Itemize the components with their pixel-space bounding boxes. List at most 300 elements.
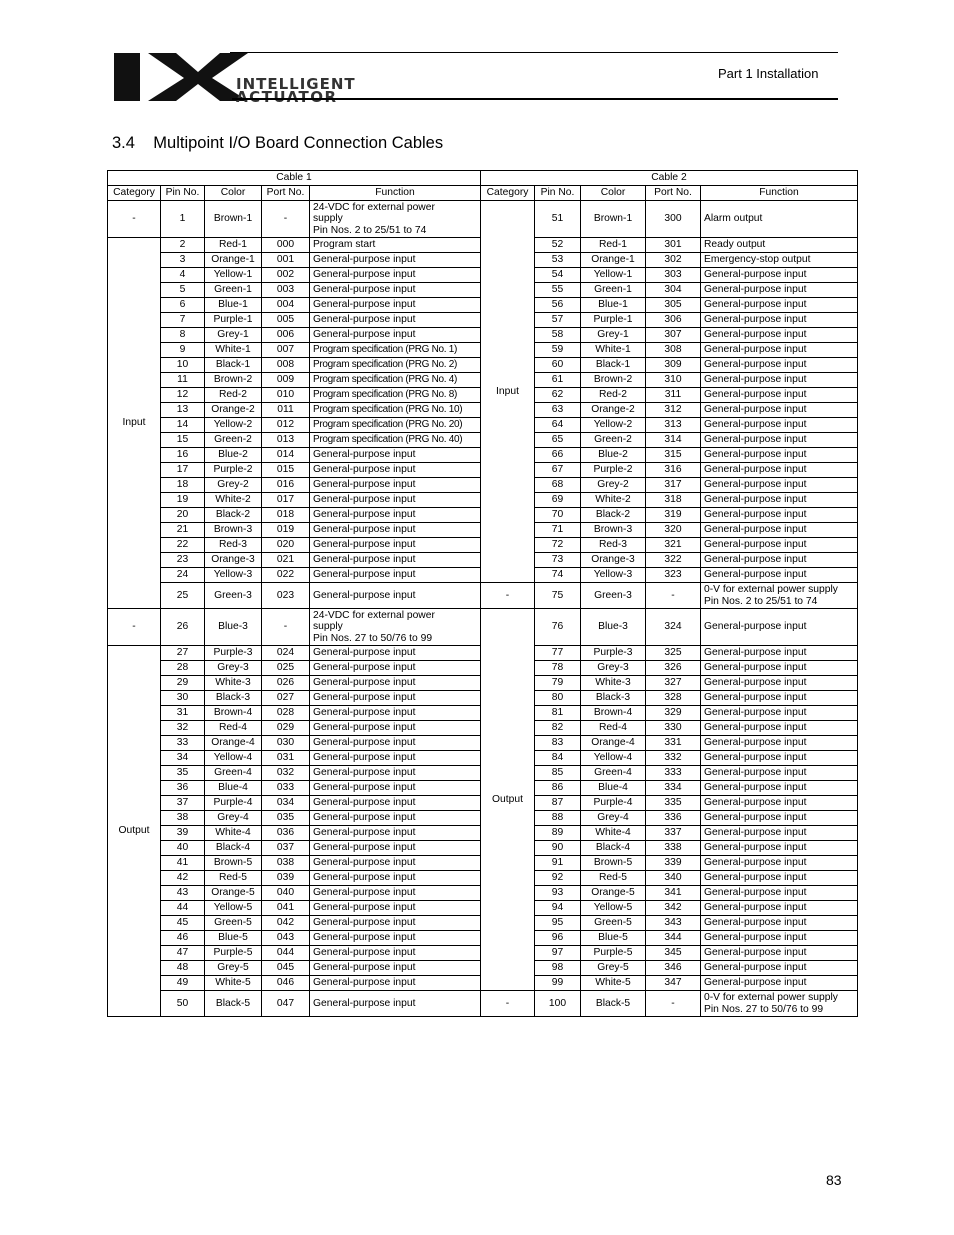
port-cell: 347 (646, 976, 701, 991)
color-cell: Red-3 (581, 538, 646, 553)
pin-cell: 65 (535, 433, 581, 448)
intelligent-actuator-logo (114, 50, 404, 111)
category-cell: - (481, 991, 535, 1017)
column-header-row (108, 186, 858, 201)
color-cell: Brown-2 (581, 373, 646, 388)
color-cell: Grey-1 (205, 328, 262, 343)
column-header: Category (108, 186, 161, 201)
pin-cell: 58 (535, 328, 581, 343)
pin-cell: 66 (535, 448, 581, 463)
port-cell: 343 (646, 916, 701, 931)
section-title: 3.4 Multipoint I/O Board Connection Cables (112, 134, 444, 152)
port-cell: - (646, 583, 701, 609)
port-cell: 302 (646, 253, 701, 268)
color-cell: Green-5 (205, 916, 262, 931)
color-cell: Blue-3 (205, 609, 262, 646)
pin-cell: 6 (161, 298, 205, 313)
pin-cell: 36 (161, 781, 205, 796)
function-cell: General-purpose input (701, 751, 858, 766)
pin-cell: 25 (161, 583, 205, 609)
pin-cell: 52 (535, 238, 581, 253)
table-row (108, 583, 858, 609)
pin-cell: 13 (161, 403, 205, 418)
function-cell: General-purpose input (701, 796, 858, 811)
function-cell: General-purpose input (701, 721, 858, 736)
color-cell: Red-2 (205, 388, 262, 403)
color-cell: Purple-4 (581, 796, 646, 811)
function-cell: General-purpose input (701, 646, 858, 661)
pin-cell: 77 (535, 646, 581, 661)
port-cell: 009 (262, 373, 310, 388)
pin-cell: 59 (535, 343, 581, 358)
port-cell: 043 (262, 931, 310, 946)
color-cell: Red-3 (205, 538, 262, 553)
color-cell: Green-2 (581, 433, 646, 448)
function-cell: General-purpose input (701, 538, 858, 553)
pin-cell: 72 (535, 538, 581, 553)
color-cell: Green-3 (205, 583, 262, 609)
pin-cell: 50 (161, 991, 205, 1017)
port-cell: 312 (646, 403, 701, 418)
function-cell: General-purpose input (701, 388, 858, 403)
pin-cell: 29 (161, 676, 205, 691)
function-cell: General-purpose input (701, 781, 858, 796)
port-cell: 334 (646, 781, 701, 796)
pin-cell: 32 (161, 721, 205, 736)
pin-cell: 71 (535, 523, 581, 538)
function-cell: General-purpose input (310, 646, 481, 661)
port-cell: 010 (262, 388, 310, 403)
port-cell: 018 (262, 508, 310, 523)
color-cell: Grey-1 (581, 328, 646, 343)
pin-cell: 79 (535, 676, 581, 691)
port-cell: 014 (262, 448, 310, 463)
color-cell: Grey-3 (205, 661, 262, 676)
pin-cell: 56 (535, 298, 581, 313)
pin-cell: 61 (535, 373, 581, 388)
color-cell: Purple-3 (581, 646, 646, 661)
port-cell: 011 (262, 403, 310, 418)
color-cell: Grey-5 (581, 961, 646, 976)
function-cell: General-purpose input (701, 661, 858, 676)
category-cell: Output (481, 609, 535, 991)
port-cell: 012 (262, 418, 310, 433)
color-cell: White-4 (581, 826, 646, 841)
port-cell: - (262, 609, 310, 646)
pin-cell: 47 (161, 946, 205, 961)
table-row (108, 609, 858, 646)
function-cell: General-purpose input (310, 841, 481, 856)
function-cell: General-purpose input (310, 976, 481, 991)
port-cell: 037 (262, 841, 310, 856)
function-cell: General-purpose input (310, 493, 481, 508)
pin-cell: 64 (535, 418, 581, 433)
color-cell: Green-1 (581, 283, 646, 298)
port-cell: 327 (646, 676, 701, 691)
part-label: Part 1 Installation (718, 66, 819, 81)
function-cell: General-purpose input (310, 478, 481, 493)
function-cell: General-purpose input (701, 766, 858, 781)
function-cell: General-purpose input (310, 463, 481, 478)
color-cell: Purple-2 (205, 463, 262, 478)
function-cell: General-purpose input (310, 283, 481, 298)
pin-cell: 1 (161, 201, 205, 238)
pin-cell: 43 (161, 886, 205, 901)
function-cell: General-purpose input (310, 946, 481, 961)
function-cell: Program specification (PRG No. 10) (310, 403, 481, 418)
port-cell: 032 (262, 766, 310, 781)
function-cell: General-purpose input (701, 478, 858, 493)
port-cell: 033 (262, 781, 310, 796)
color-cell: Black-2 (581, 508, 646, 523)
function-cell: General-purpose input (701, 553, 858, 568)
function-cell: 0-V for external power supply Pin Nos. 27 to 50/76 to 99 (701, 991, 858, 1017)
function-cell: General-purpose input (701, 283, 858, 298)
pin-cell: 87 (535, 796, 581, 811)
function-cell: General-purpose input (701, 811, 858, 826)
pin-cell: 38 (161, 811, 205, 826)
port-cell: 039 (262, 871, 310, 886)
pin-cell: 11 (161, 373, 205, 388)
port-cell: 344 (646, 931, 701, 946)
port-cell: - (262, 201, 310, 238)
function-cell: General-purpose input (310, 796, 481, 811)
function-cell: 24-VDC for external power supply Pin Nos. 27 to 50/76 to 99 (310, 609, 481, 646)
function-cell: General-purpose input (310, 298, 481, 313)
pin-cell: 69 (535, 493, 581, 508)
pin-cell: 100 (535, 991, 581, 1017)
column-header: Pin No. (535, 186, 581, 201)
function-cell: General-purpose input (701, 298, 858, 313)
port-cell: 040 (262, 886, 310, 901)
function-cell: General-purpose input (701, 609, 858, 646)
color-cell: Black-5 (581, 991, 646, 1017)
color-cell: Black-5 (205, 991, 262, 1017)
pin-cell: 24 (161, 568, 205, 583)
port-cell: 324 (646, 609, 701, 646)
function-cell: General-purpose input (310, 856, 481, 871)
pin-cell: 3 (161, 253, 205, 268)
color-cell: Yellow-1 (581, 268, 646, 283)
function-cell: General-purpose input (310, 781, 481, 796)
category-cell: - (481, 583, 535, 609)
port-cell: 317 (646, 478, 701, 493)
category-cell: Input (481, 201, 535, 583)
port-cell: 311 (646, 388, 701, 403)
color-cell: Grey-2 (581, 478, 646, 493)
pin-cell: 83 (535, 736, 581, 751)
color-cell: White-3 (205, 676, 262, 691)
category-cell: - (108, 609, 161, 646)
pin-cell: 30 (161, 691, 205, 706)
pin-cell: 17 (161, 463, 205, 478)
pin-cell: 67 (535, 463, 581, 478)
color-cell: Blue-5 (205, 931, 262, 946)
category-cell: Output (108, 646, 161, 1017)
function-cell: General-purpose input (310, 916, 481, 931)
port-cell: 045 (262, 961, 310, 976)
port-cell: 333 (646, 766, 701, 781)
pin-cell: 89 (535, 826, 581, 841)
color-cell: Purple-5 (205, 946, 262, 961)
function-cell: General-purpose input (310, 721, 481, 736)
function-cell: General-purpose input (310, 268, 481, 283)
column-header: Port No. (646, 186, 701, 201)
function-cell: Program specification (PRG No. 20) (310, 418, 481, 433)
pin-cell: 53 (535, 253, 581, 268)
color-cell: Brown-1 (581, 201, 646, 238)
pin-cell: 10 (161, 358, 205, 373)
port-cell: 021 (262, 553, 310, 568)
port-cell: 310 (646, 373, 701, 388)
pin-cell: 74 (535, 568, 581, 583)
function-cell: General-purpose input (310, 328, 481, 343)
color-cell: White-2 (205, 493, 262, 508)
pin-cell: 33 (161, 736, 205, 751)
pin-cell: 81 (535, 706, 581, 721)
function-cell: General-purpose input (310, 931, 481, 946)
port-cell: 001 (262, 253, 310, 268)
color-cell: Purple-3 (205, 646, 262, 661)
function-cell: General-purpose input (701, 916, 858, 931)
color-cell: White-1 (205, 343, 262, 358)
pin-cell: 21 (161, 523, 205, 538)
port-cell: 008 (262, 358, 310, 373)
color-cell: Blue-4 (205, 781, 262, 796)
port-cell: 307 (646, 328, 701, 343)
function-cell: General-purpose input (310, 961, 481, 976)
function-cell: 24-VDC for external power supply Pin Nos. 2 to 25/51 to 74 (310, 201, 481, 238)
function-cell: General-purpose input (701, 886, 858, 901)
function-cell: General-purpose input (701, 433, 858, 448)
pin-cell: 82 (535, 721, 581, 736)
port-cell: 002 (262, 268, 310, 283)
function-cell: General-purpose input (701, 358, 858, 373)
pin-cell: 31 (161, 706, 205, 721)
column-header: Function (701, 186, 858, 201)
function-cell: General-purpose input (310, 991, 481, 1017)
function-cell: General-purpose input (701, 523, 858, 538)
logo-rule (230, 52, 838, 53)
function-cell: General-purpose input (701, 961, 858, 976)
port-cell: 301 (646, 238, 701, 253)
pin-cell: 90 (535, 841, 581, 856)
color-cell: Orange-1 (581, 253, 646, 268)
function-cell: General-purpose input (701, 343, 858, 358)
port-cell: - (646, 991, 701, 1017)
pin-cell: 45 (161, 916, 205, 931)
color-cell: Grey-5 (205, 961, 262, 976)
port-cell: 318 (646, 493, 701, 508)
color-cell: Red-5 (581, 871, 646, 886)
pin-cell: 78 (535, 661, 581, 676)
pin-cell: 51 (535, 201, 581, 238)
color-cell: Blue-3 (581, 609, 646, 646)
color-cell: Black-3 (205, 691, 262, 706)
port-cell: 328 (646, 691, 701, 706)
function-cell: General-purpose input (701, 901, 858, 916)
pin-cell: 2 (161, 238, 205, 253)
pin-cell: 70 (535, 508, 581, 523)
port-cell: 339 (646, 856, 701, 871)
color-cell: Brown-4 (581, 706, 646, 721)
pin-cell: 15 (161, 433, 205, 448)
pin-cell: 27 (161, 646, 205, 661)
pin-cell: 20 (161, 508, 205, 523)
color-cell: Green-3 (581, 583, 646, 609)
function-cell: General-purpose input (310, 736, 481, 751)
port-cell: 024 (262, 646, 310, 661)
table-body (108, 201, 858, 1017)
function-cell: General-purpose input (701, 418, 858, 433)
category-cell: - (108, 201, 161, 238)
function-cell: General-purpose input (701, 931, 858, 946)
pin-cell: 22 (161, 538, 205, 553)
port-cell: 004 (262, 298, 310, 313)
function-cell: Program specification (PRG No. 2) (310, 358, 481, 373)
port-cell: 331 (646, 736, 701, 751)
port-cell: 336 (646, 811, 701, 826)
pin-cell: 41 (161, 856, 205, 871)
port-cell: 305 (646, 298, 701, 313)
pin-cell: 94 (535, 901, 581, 916)
column-header: Port No. (262, 186, 310, 201)
port-cell: 300 (646, 201, 701, 238)
page-number: 83 (826, 1172, 842, 1188)
function-cell: General-purpose input (310, 886, 481, 901)
pin-cell: 63 (535, 403, 581, 418)
function-cell: General-purpose input (701, 493, 858, 508)
color-cell: Brown-5 (581, 856, 646, 871)
color-cell: Blue-2 (581, 448, 646, 463)
pin-cell: 93 (535, 886, 581, 901)
port-cell: 044 (262, 946, 310, 961)
color-cell: Blue-1 (205, 298, 262, 313)
column-header: Category (481, 186, 535, 201)
pin-cell: 98 (535, 961, 581, 976)
function-cell: Program specification (PRG No. 40) (310, 433, 481, 448)
function-cell: General-purpose input (701, 826, 858, 841)
pin-cell: 40 (161, 841, 205, 856)
function-cell: General-purpose input (701, 448, 858, 463)
port-cell: 325 (646, 646, 701, 661)
port-cell: 028 (262, 706, 310, 721)
pin-cell: 19 (161, 493, 205, 508)
color-cell: Yellow-3 (581, 568, 646, 583)
pin-cell: 84 (535, 751, 581, 766)
pin-cell: 91 (535, 856, 581, 871)
column-header: Color (581, 186, 646, 201)
function-cell: General-purpose input (310, 568, 481, 583)
function-cell: General-purpose input (310, 901, 481, 916)
function-cell: 0-V for external power supply Pin Nos. 2 to 25/51 to 74 (701, 583, 858, 609)
color-cell: White-4 (205, 826, 262, 841)
port-cell: 035 (262, 811, 310, 826)
function-cell: General-purpose input (310, 751, 481, 766)
color-cell: Yellow-2 (581, 418, 646, 433)
pin-cell: 60 (535, 358, 581, 373)
function-cell: General-purpose input (701, 568, 858, 583)
pin-cell: 7 (161, 313, 205, 328)
color-cell: Red-4 (581, 721, 646, 736)
header-rule (232, 98, 838, 100)
port-cell: 342 (646, 901, 701, 916)
pin-cell: 88 (535, 811, 581, 826)
color-cell: Yellow-1 (205, 268, 262, 283)
pin-cell: 23 (161, 553, 205, 568)
pin-cell: 55 (535, 283, 581, 298)
function-cell: General-purpose input (701, 373, 858, 388)
color-cell: Blue-5 (581, 931, 646, 946)
port-cell: 003 (262, 283, 310, 298)
pin-cell: 9 (161, 343, 205, 358)
port-cell: 022 (262, 568, 310, 583)
pin-cell: 92 (535, 871, 581, 886)
port-cell: 315 (646, 448, 701, 463)
color-cell: Brown-3 (581, 523, 646, 538)
port-cell: 020 (262, 538, 310, 553)
port-cell: 017 (262, 493, 310, 508)
function-cell: General-purpose input (701, 328, 858, 343)
function-cell: General-purpose input (310, 313, 481, 328)
function-cell: Program start (310, 238, 481, 253)
port-cell: 335 (646, 796, 701, 811)
color-cell: Purple-1 (581, 313, 646, 328)
pin-cell: 76 (535, 609, 581, 646)
function-cell: General-purpose input (310, 538, 481, 553)
function-cell: General-purpose input (310, 583, 481, 609)
port-cell: 005 (262, 313, 310, 328)
pin-cell: 42 (161, 871, 205, 886)
color-cell: Red-1 (581, 238, 646, 253)
port-cell: 030 (262, 736, 310, 751)
function-cell: General-purpose input (310, 826, 481, 841)
function-cell: General-purpose input (310, 706, 481, 721)
pin-cell: 86 (535, 781, 581, 796)
color-cell: Red-5 (205, 871, 262, 886)
color-cell: Brown-2 (205, 373, 262, 388)
port-cell: 329 (646, 706, 701, 721)
function-cell: Alarm output (701, 201, 858, 238)
color-cell: Black-3 (581, 691, 646, 706)
function-cell: General-purpose input (701, 976, 858, 991)
color-cell: Yellow-4 (581, 751, 646, 766)
color-cell: Grey-4 (581, 811, 646, 826)
table-row (108, 201, 858, 238)
logo-line2: ACTUATOR (236, 88, 338, 106)
color-cell: Brown-3 (205, 523, 262, 538)
pin-cell: 96 (535, 931, 581, 946)
color-cell: Red-2 (581, 388, 646, 403)
port-cell: 314 (646, 433, 701, 448)
function-cell: General-purpose input (701, 706, 858, 721)
function-cell: General-purpose input (310, 553, 481, 568)
port-cell: 015 (262, 463, 310, 478)
color-cell: Yellow-3 (205, 568, 262, 583)
logo-line1: INTELLIGENT (236, 75, 356, 93)
port-cell: 027 (262, 691, 310, 706)
port-cell: 006 (262, 328, 310, 343)
port-cell: 319 (646, 508, 701, 523)
port-cell: 321 (646, 538, 701, 553)
function-cell: General-purpose input (310, 871, 481, 886)
function-cell: Program specification (PRG No. 4) (310, 373, 481, 388)
port-cell: 303 (646, 268, 701, 283)
port-cell: 025 (262, 661, 310, 676)
pin-cell: 4 (161, 268, 205, 283)
color-cell: Brown-1 (205, 201, 262, 238)
pin-cell: 44 (161, 901, 205, 916)
